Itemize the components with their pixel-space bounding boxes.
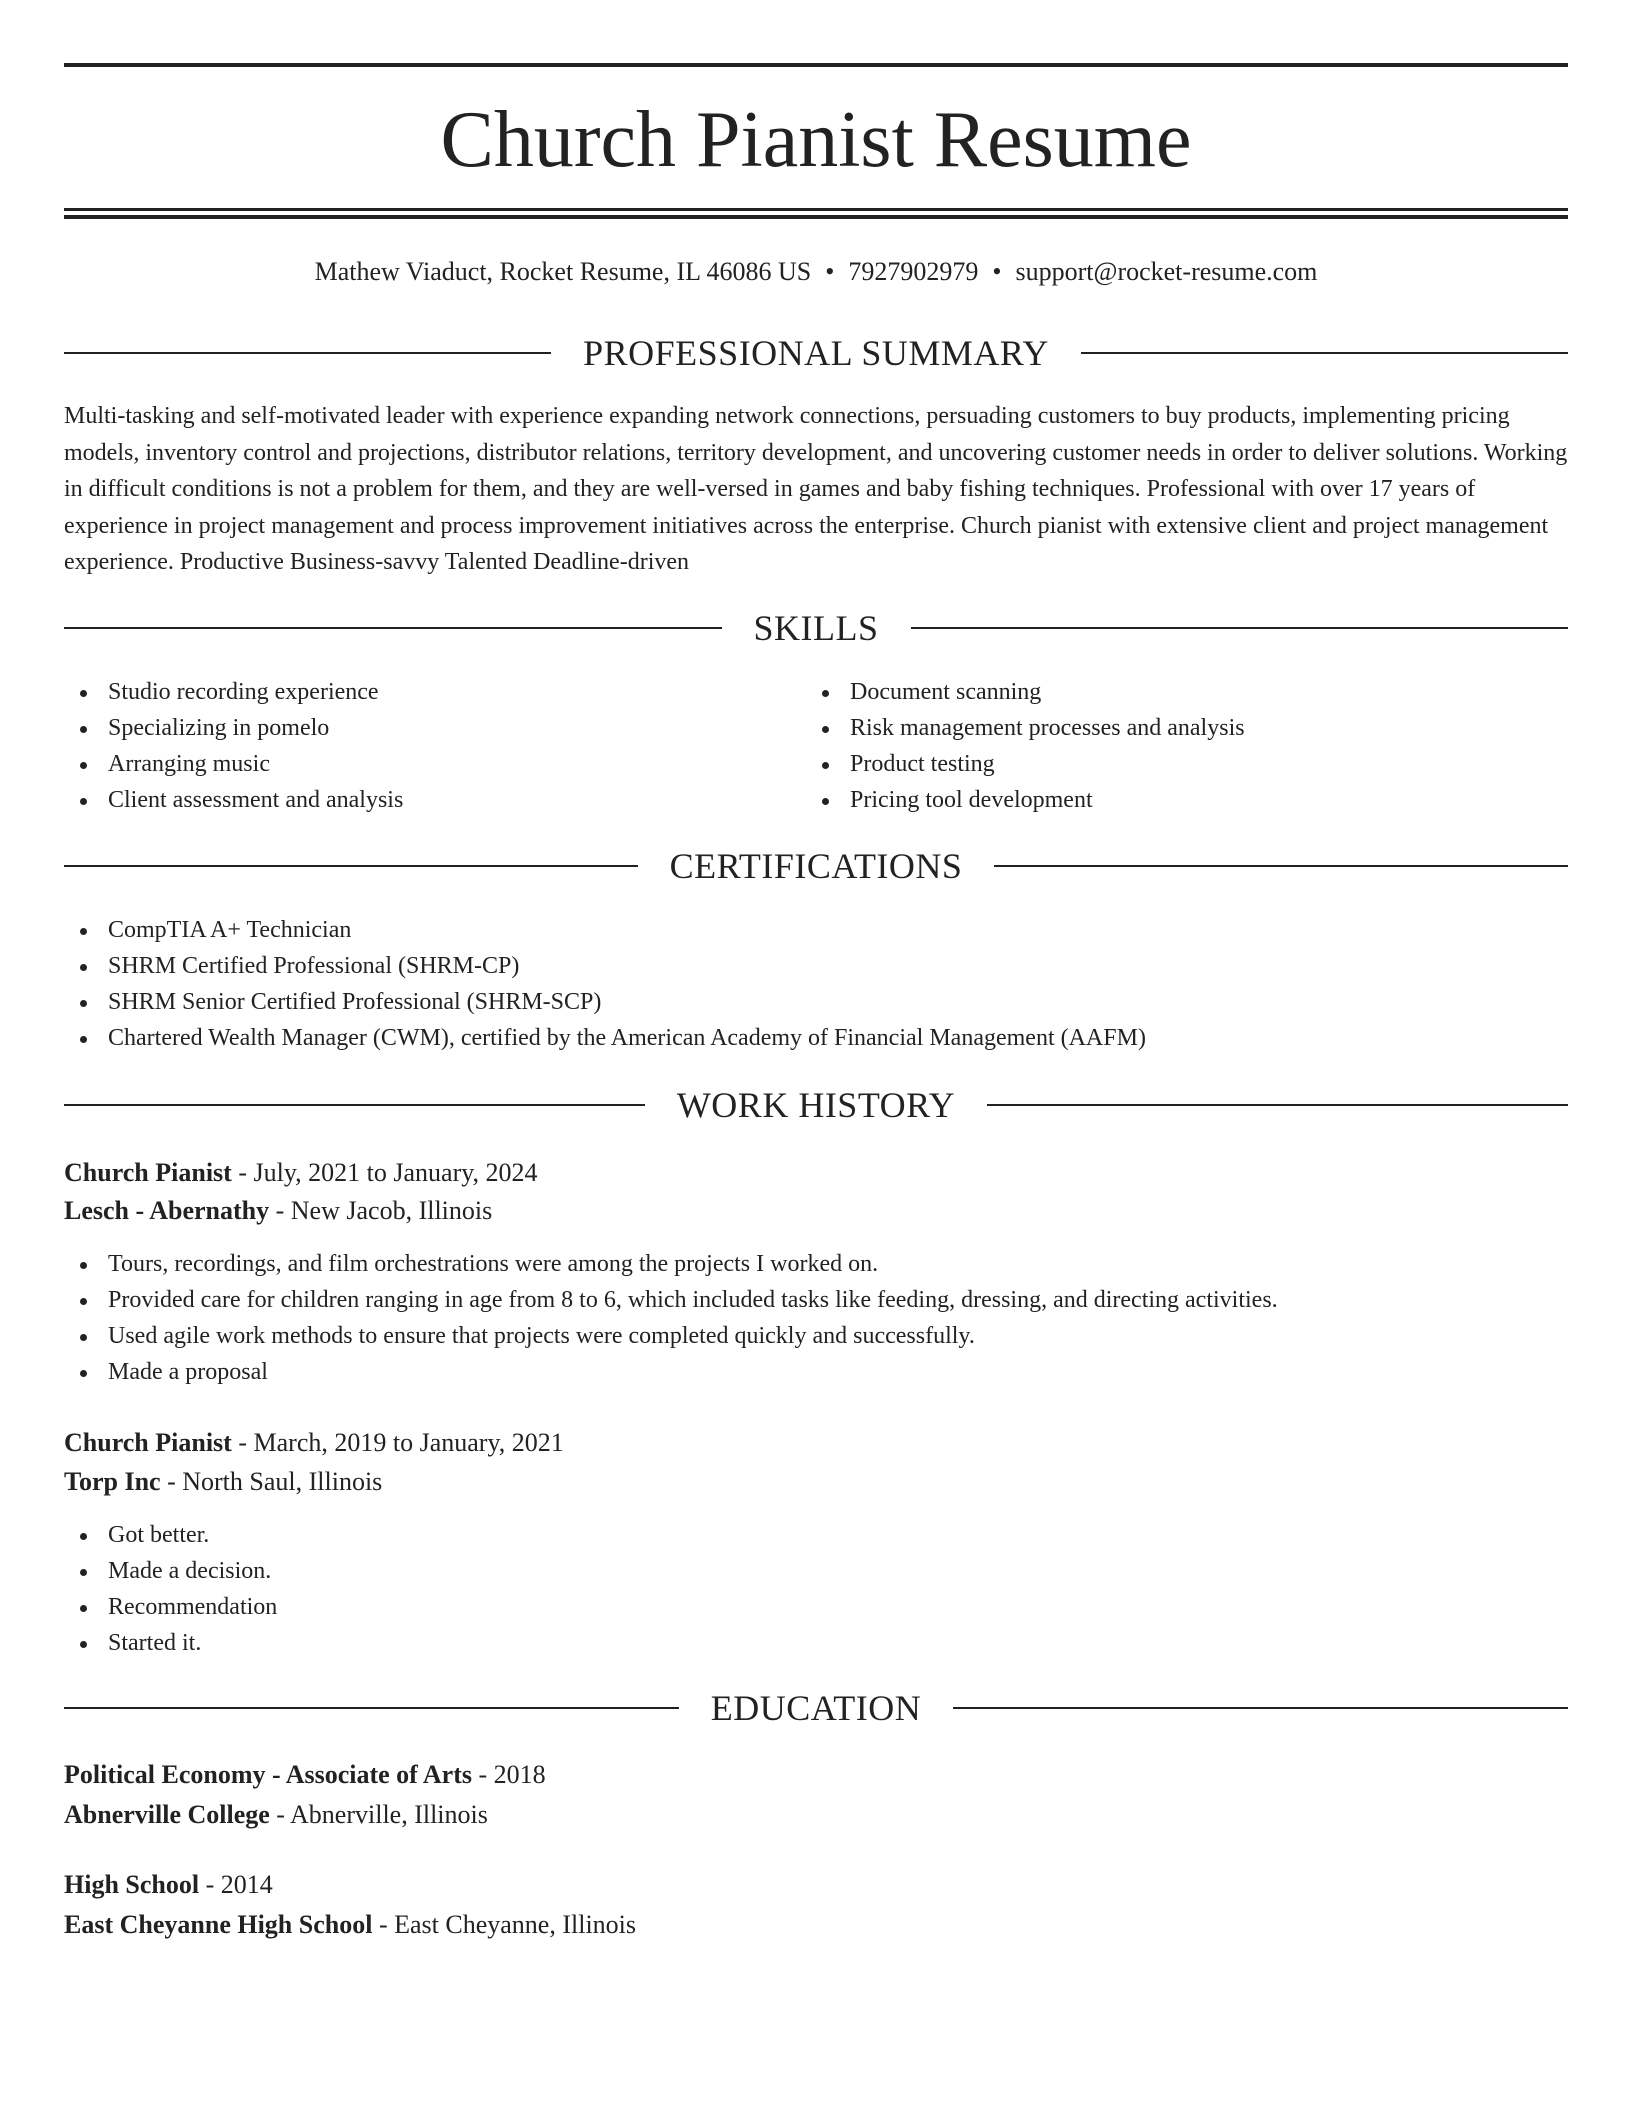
- list-item: Document scanning: [806, 674, 1245, 710]
- education-degree-line: [64, 1866, 1568, 1904]
- heading-rule: [994, 865, 1568, 867]
- summary-text: Multi-tasking and self-motivated leader with experience expanding network connections, persuading customers to buy products, implementing pricing models, inventory control and projections, distributor relations, territory development, and uncovering customer needs in order to deliver solutions. Working in difficult conditions is not a problem for them, and they are well-versed in games and baby fishing techniques. Professional with over 17 years of experience in project management and process improvement initiatives across the enterprise. Church pianist with extensive client and project management experience. Productive Business-savvy Talented Deadline-driven: [64, 403, 1568, 575]
- education-school-line: [64, 1906, 1568, 1944]
- job-title-line: [64, 1424, 1568, 1462]
- education-school-line: [64, 1796, 1568, 1834]
- section-heading-skills: [64, 606, 1568, 650]
- contact-phone: 7927902979: [848, 257, 979, 286]
- list-item: Chartered Wealth Manager (CWM), certified by the American Academy of Financial Management (AAFM): [64, 1020, 1146, 1056]
- section-heading-education: [64, 1686, 1568, 1730]
- contact-separator: •: [992, 257, 1002, 286]
- list-item: Made a proposal: [64, 1354, 1278, 1390]
- contact-email: support@rocket-resume.com: [1015, 257, 1318, 286]
- list-item: Studio recording experience: [64, 674, 403, 710]
- list-item: Tours, recordings, and film orchestrations were among the projects I worked on.: [64, 1246, 1278, 1282]
- section-title: EDUCATION: [710, 1688, 922, 1728]
- job-dates: - March, 2019 to January, 2021: [238, 1428, 564, 1457]
- section-heading-certifications: [64, 844, 1568, 888]
- job-title: Church Pianist: [64, 1428, 232, 1457]
- heading-rule: [987, 1104, 1568, 1106]
- list-item: Provided care for children ranging in age from 8 to 6, which included tasks like feeding, dressing, and directing activities.: [64, 1282, 1278, 1318]
- heading-rule: [64, 352, 551, 354]
- education-degree: Political Economy - Associate of Arts: [64, 1760, 472, 1789]
- section-title: WORK HISTORY: [676, 1085, 956, 1125]
- section-title: CERTIFICATIONS: [669, 846, 963, 886]
- list-item: Recommendation: [64, 1589, 277, 1625]
- job-company: Lesch - Abernathy: [64, 1196, 270, 1225]
- skills-list-right: [806, 674, 1245, 818]
- list-item: Made a decision.: [64, 1553, 277, 1589]
- heading-rule: [1081, 352, 1568, 354]
- list-item: Arranging music: [64, 746, 403, 782]
- list-item: Client assessment and analysis: [64, 782, 403, 818]
- list-item: CompTIA A+ Technician: [64, 912, 1146, 948]
- job-company-line: [64, 1463, 1568, 1501]
- section-title: SKILLS: [753, 608, 879, 648]
- heading-rule: [64, 627, 722, 629]
- list-item: Product testing: [806, 746, 1245, 782]
- heading-rule: [64, 865, 638, 867]
- list-item: SHRM Certified Professional (SHRM-CP): [64, 948, 1146, 984]
- title-double-rule: [64, 208, 1568, 219]
- job-company: Torp Inc: [64, 1467, 161, 1496]
- list-item: Pricing tool development: [806, 782, 1245, 818]
- education-year: - 2018: [478, 1760, 546, 1789]
- section-title: PROFESSIONAL SUMMARY: [583, 333, 1049, 373]
- job-bullets: [64, 1517, 277, 1661]
- section-heading-summary: [64, 331, 1568, 375]
- education-school: Abnerville College: [64, 1800, 270, 1829]
- contact-line: [64, 254, 1568, 290]
- list-item: Started it.: [64, 1625, 277, 1661]
- job-title-line: [64, 1154, 1568, 1192]
- job-location: - New Jacob, Illinois: [275, 1196, 493, 1225]
- contact-address: Mathew Viaduct, Rocket Resume, IL 46086 US: [314, 257, 812, 286]
- education-location: - East Cheyanne, Illinois: [378, 1910, 637, 1939]
- education-degree-line: [64, 1756, 1568, 1794]
- job-dates: - July, 2021 to January, 2024: [238, 1158, 538, 1187]
- heading-rule: [64, 1707, 679, 1709]
- education-year: - 2014: [205, 1870, 273, 1899]
- list-item: SHRM Senior Certified Professional (SHRM-SCP): [64, 984, 1146, 1020]
- list-item: Risk management processes and analysis: [806, 710, 1245, 746]
- education-location: - Abnerville, Illinois: [276, 1800, 488, 1829]
- list-item: Used agile work methods to ensure that projects were completed quickly and successfully.: [64, 1318, 1278, 1354]
- job-title: Church Pianist: [64, 1158, 232, 1187]
- list-item: Specializing in pomelo: [64, 710, 403, 746]
- education-degree: High School: [64, 1870, 200, 1899]
- top-rule: [64, 63, 1568, 67]
- certifications-list: [64, 912, 1146, 1056]
- page-title: Church Pianist Resume: [440, 96, 1192, 184]
- heading-rule: [64, 1104, 645, 1106]
- heading-rule: [911, 627, 1569, 629]
- job-location: - North Saul, Illinois: [167, 1467, 383, 1496]
- contact-separator: •: [825, 257, 835, 286]
- job-bullets: [64, 1246, 1278, 1390]
- education-school: East Cheyanne High School: [64, 1910, 373, 1939]
- job-company-line: [64, 1192, 1568, 1230]
- skills-list-left: [64, 674, 403, 818]
- list-item: Got better.: [64, 1517, 277, 1553]
- heading-rule: [953, 1707, 1568, 1709]
- section-heading-work-history: [64, 1083, 1568, 1127]
